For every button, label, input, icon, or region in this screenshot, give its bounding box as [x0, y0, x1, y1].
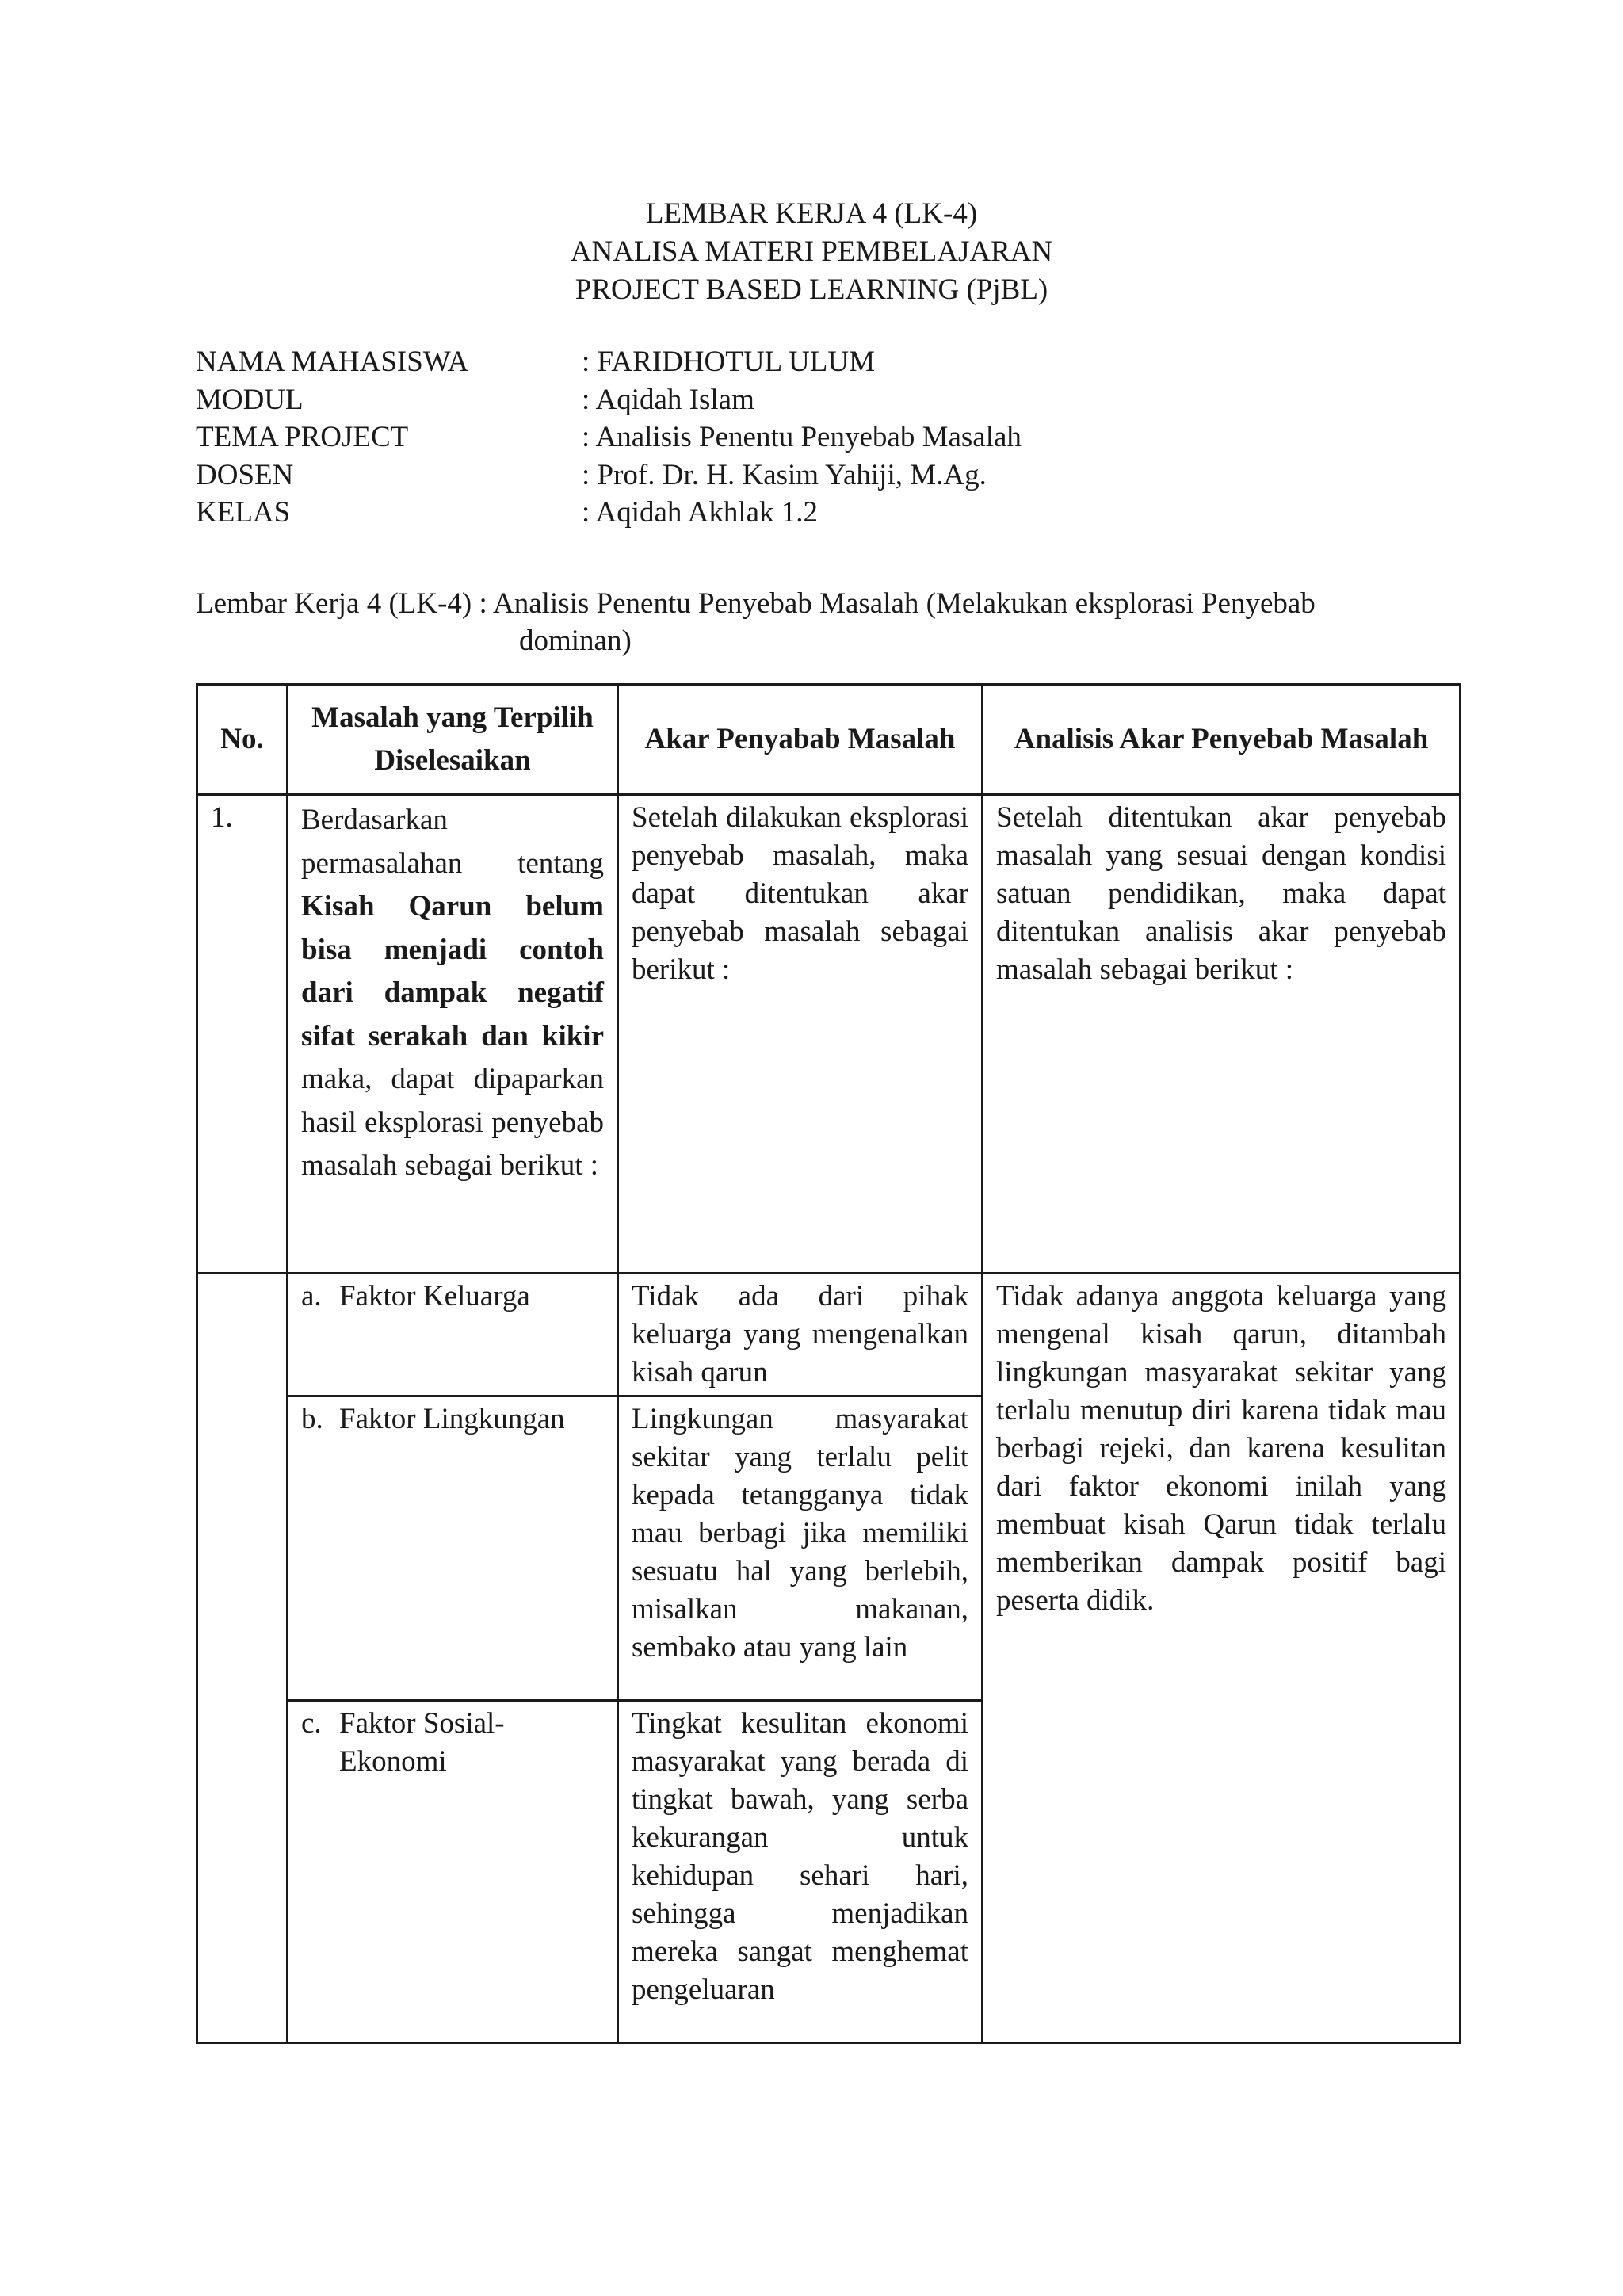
factor-name: Faktor Sosial-Ekonomi: [339, 1707, 505, 1778]
analysis-table: [196, 683, 1461, 2044]
table-row: [197, 1274, 1461, 1396]
info-row-kelas: [196, 494, 1022, 532]
masalah-text-bold: Kisah Qarun belum bisa menjadi contoh dari dampak negatif sifat serakah dan kikir: [301, 890, 604, 1052]
document-title: [0, 195, 1623, 309]
factor-item: [301, 1705, 604, 1781]
factor-item: [301, 1278, 604, 1316]
factor-cell: [288, 1701, 618, 2043]
factor-name: Faktor Keluarga: [339, 1280, 530, 1312]
table-row: [197, 795, 1461, 1274]
header-masalah: Masalah yang Terpilih Diselesaikan: [288, 685, 618, 795]
info-value: : FARIDHOTUL ULUM: [582, 346, 875, 378]
factor-cell: [288, 1274, 618, 1396]
factor-analysis-cell: Tidak adanya anggota keluarga yang mengenal kisah qarun, ditambah lingkungan masyarakat sekitar yang terlalu menutup diri karena tidak mau berbagi rejeki, dan karena kesulitan dari faktor ekonomi inilah yang membuat kisah Qarun tidak terlalu memberikan dampak positif bagi peserta didik.: [983, 1274, 1461, 2043]
student-info: [196, 343, 1022, 532]
header-analisis: Analisis Akar Penyebab Masalah: [983, 685, 1461, 795]
factor-letter: b.: [301, 1403, 323, 1435]
row-number: 1.: [197, 795, 288, 1274]
factor-akar-cell: Lingkungan masyarakat sekitar yang terlalu pelit kepada tetangganya tidak mau berbagi jika memiliki sesuatu hal yang berlebih, misalkan makanan, sembako atau yang lain: [618, 1396, 983, 1701]
info-label: NAMA MAHASISWA: [196, 346, 469, 378]
akar-cell: Setelah dilakukan eksplorasi penyebab masalah, maka dapat ditentukan akar penyebab masalah sebagai berikut :: [618, 795, 983, 1274]
factor-akar-cell: Tidak ada dari pihak keluarga yang mengenalkan kisah qarun: [618, 1274, 983, 1396]
worksheet-intro: [196, 585, 1464, 659]
title-line-2: ANALISA MATERI PEMBELAJARAN: [570, 235, 1053, 268]
masalah-text-post: maka, dapat dipaparkan hasil eksplorasi penyebab masalah sebagai berikut :: [301, 1063, 604, 1182]
info-row-name: [196, 343, 1022, 381]
factor-name: Faktor Lingkungan: [339, 1403, 565, 1435]
info-row-tema: [196, 418, 1022, 457]
masalah-text-pre: Berdasarkan permasalahan tentang: [301, 804, 604, 880]
analisis-cell: Setelah ditentukan akar penyebab masalah yang sesuai dengan kondisi satuan pendidikan, maka dapat ditentukan analisis akar penyebab masalah sebagai berikut :: [983, 795, 1461, 1274]
info-row-dosen: [196, 457, 1022, 495]
masalah-cell: [288, 795, 618, 1274]
factor-akar-cell: Tingkat kesulitan ekonomi masyarakat yang berada di tingkat bawah, yang serba kekurangan untuk kehidupan sehari hari, sehingga menjadikan mereka sangat menghemat pengeluaran: [618, 1701, 983, 2043]
intro-line-2: dominan): [519, 625, 632, 657]
info-value: : Prof. Dr. H. Kasim Yahiji, M.Ag.: [582, 458, 987, 491]
info-value: : Aqidah Islam: [582, 383, 754, 416]
factor-cell: [288, 1396, 618, 1701]
header-no: No.: [197, 685, 288, 795]
factor-letter: c.: [301, 1707, 322, 1740]
intro-line-1: Lembar Kerja 4 (LK-4) : Analisis Penentu Penyebab Masalah (Melakukan eksplorasi Penyebab: [196, 587, 1316, 620]
empty-no-cell: [197, 1274, 288, 2043]
info-label: KELAS: [196, 496, 291, 529]
info-label: MODUL: [196, 383, 304, 416]
info-label: TEMA PROJECT: [196, 421, 409, 453]
factor-letter: a.: [301, 1280, 322, 1312]
info-value: : Aqidah Akhlak 1.2: [582, 496, 819, 529]
title-line-1: LEMBAR KERJA 4 (LK-4): [645, 197, 978, 230]
table-header-row: [197, 685, 1461, 795]
info-row-modul: [196, 381, 1022, 419]
factor-item: [301, 1400, 604, 1438]
header-akar: Akar Penyabab Masalah: [618, 685, 983, 795]
info-value: : Analisis Penentu Penyebab Masalah: [582, 421, 1022, 453]
title-line-3: PROJECT BASED LEARNING (PjBL): [575, 273, 1048, 306]
info-label: DOSEN: [196, 458, 294, 491]
